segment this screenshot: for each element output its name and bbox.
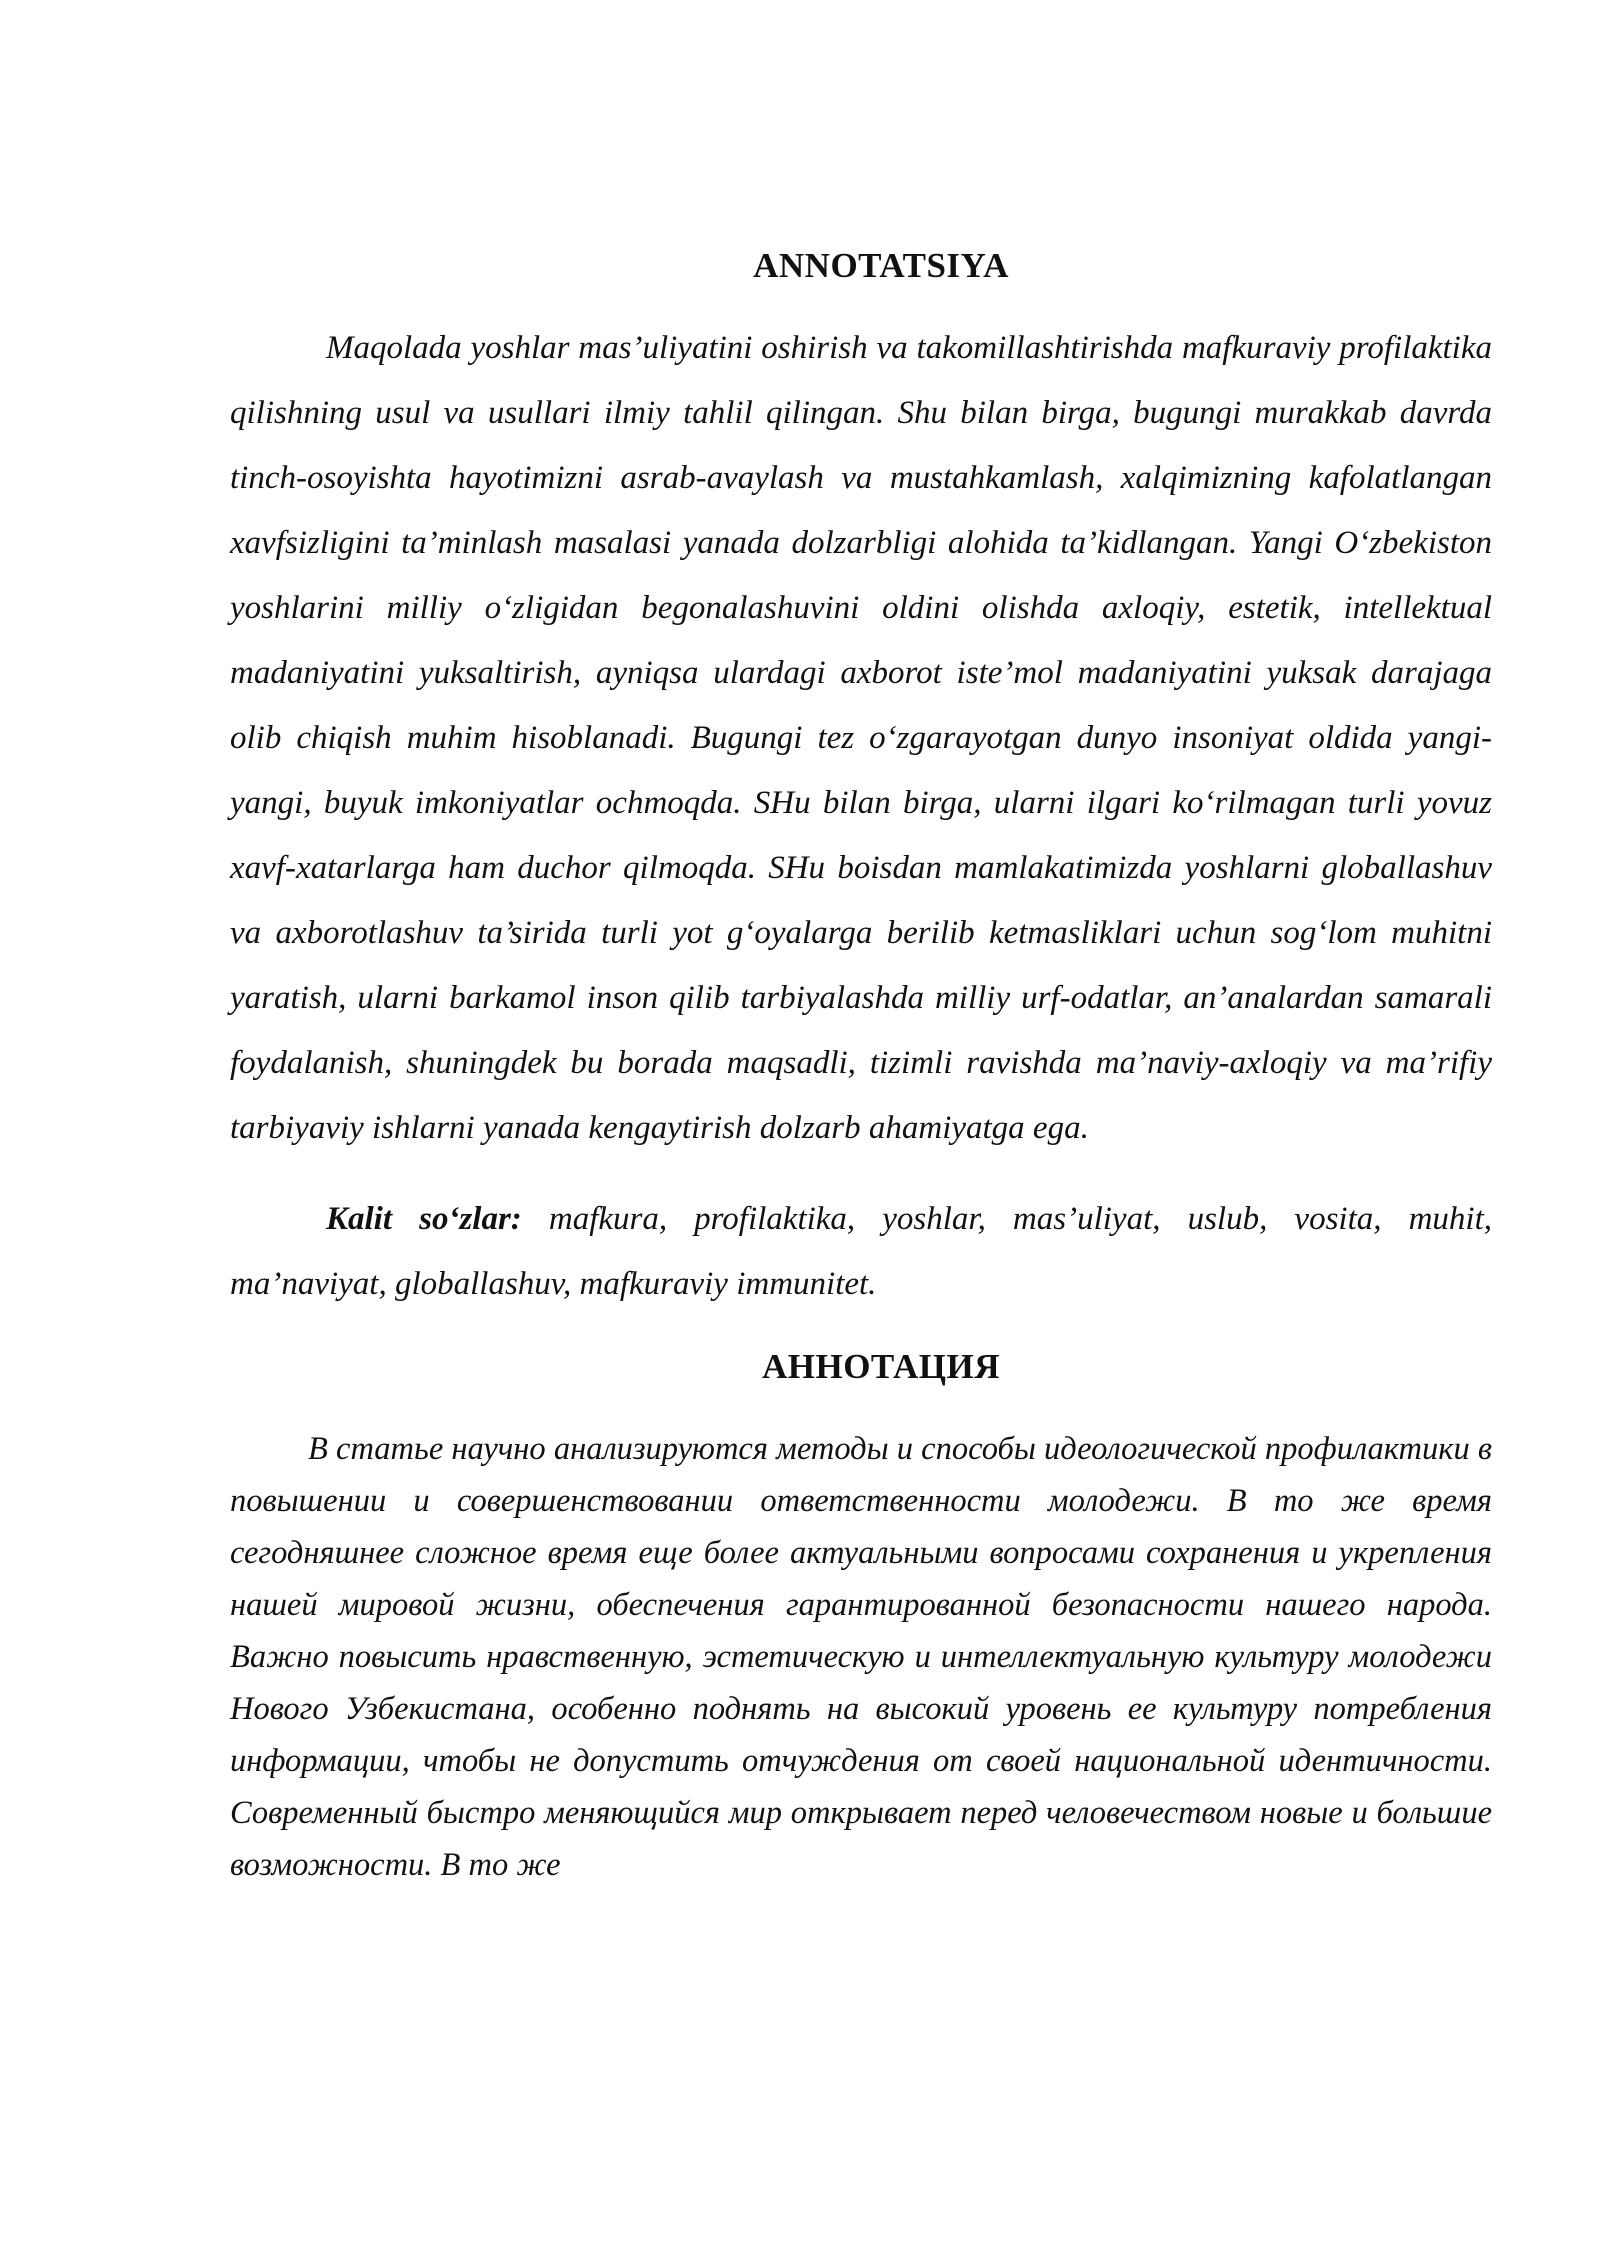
keywords-label: Kalit so‘zlar: [326,1201,522,1237]
annotation-heading-russian: АННОТАЦИЯ [761,1347,1001,1386]
keywords-list: mafkura, profilaktika, yoshlar, mas’uliyat, uslub, vosita, muhit, ma’naviyat, globallashuv, mafkuraviy immunitet. [230,1201,1492,1302]
keywords-paragraph [230,1187,1492,1317]
annotation-heading-uzbek: ANNOTATSIYA [753,246,1009,285]
annotation-paragraph-russian: В статье научно анализируются методы и способы идеологической профилактики в повышении и совершенствовании ответственности молодежи. В то же время сегодняшнее сложное время еще более актуальными вопросами сохранения и укрепления нашей мировой жизни, обеспечения гарантированной безопасности нашего народа. Важно повысить нравственную, эстетическую и интеллектуальную культуру молодежи Нового Узбекистана, особенно поднять на высокий уровень ее культуру потребления информации, чтобы не допустить отчуждения от своей национальной идентичности. Современный быстро меняющийся мир открывает перед человечеством новые и большие возможности. В то же [230,1431,1492,1883]
document-page [230,240,1492,1891]
annotation-paragraph-uzbek: Maqolada yoshlar mas’uliyatini oshirish va takomillashtirishda mafkuraviy profilaktika qilishning usul va usullari ilmiy tahlil qilingan. Shu bilan birga, bugungi murakkab davrda tinch-osoyishta hayotimizni asrab-avaylash va mustahkamlash, xalqimizning kafolatlangan xavfsizligini ta’minlash masalasi yanada dolzarbligi alohida ta’kidlangan. Yangi O‘zbekiston yoshlarini milliy o‘zligidan begonalashuvini oldini olishda axloqiy, estetik, intellektual madaniyatini yuksaltirish, ayniqsa ulardagi axborot iste’mol madaniyatini yuksak darajaga olib chiqish muhim hisoblanadi. Bugungi tez o‘zgarayotgan dunyo insoniyat oldida yangi-yangi, buyuk imkoniyatlar ochmoqda. SHu bilan birga, ularni ilgari ko‘rilmagan turli yovuz xavf-xatarlarga ham duchor qilmoqda. SHu boisdan mamlakatimizda yoshlarni globallashuv va axborotlashuv ta’sirida turli yot g‘oyalarga berilib ketmasliklari uchun sog‘lom muhitni yaratish, ularni barkamol inson qilib tarbiyalashda milliy urf-odatlar, an’analardan samarali foydalanish, shuningdek bu borada maqsadli, tizimli ravishda ma’naviy-axloqiy va ma’rifiy tarbiyaviy ishlarni yanada kengaytirish dolzarb ahamiyatga ega. [230,330,1492,1146]
